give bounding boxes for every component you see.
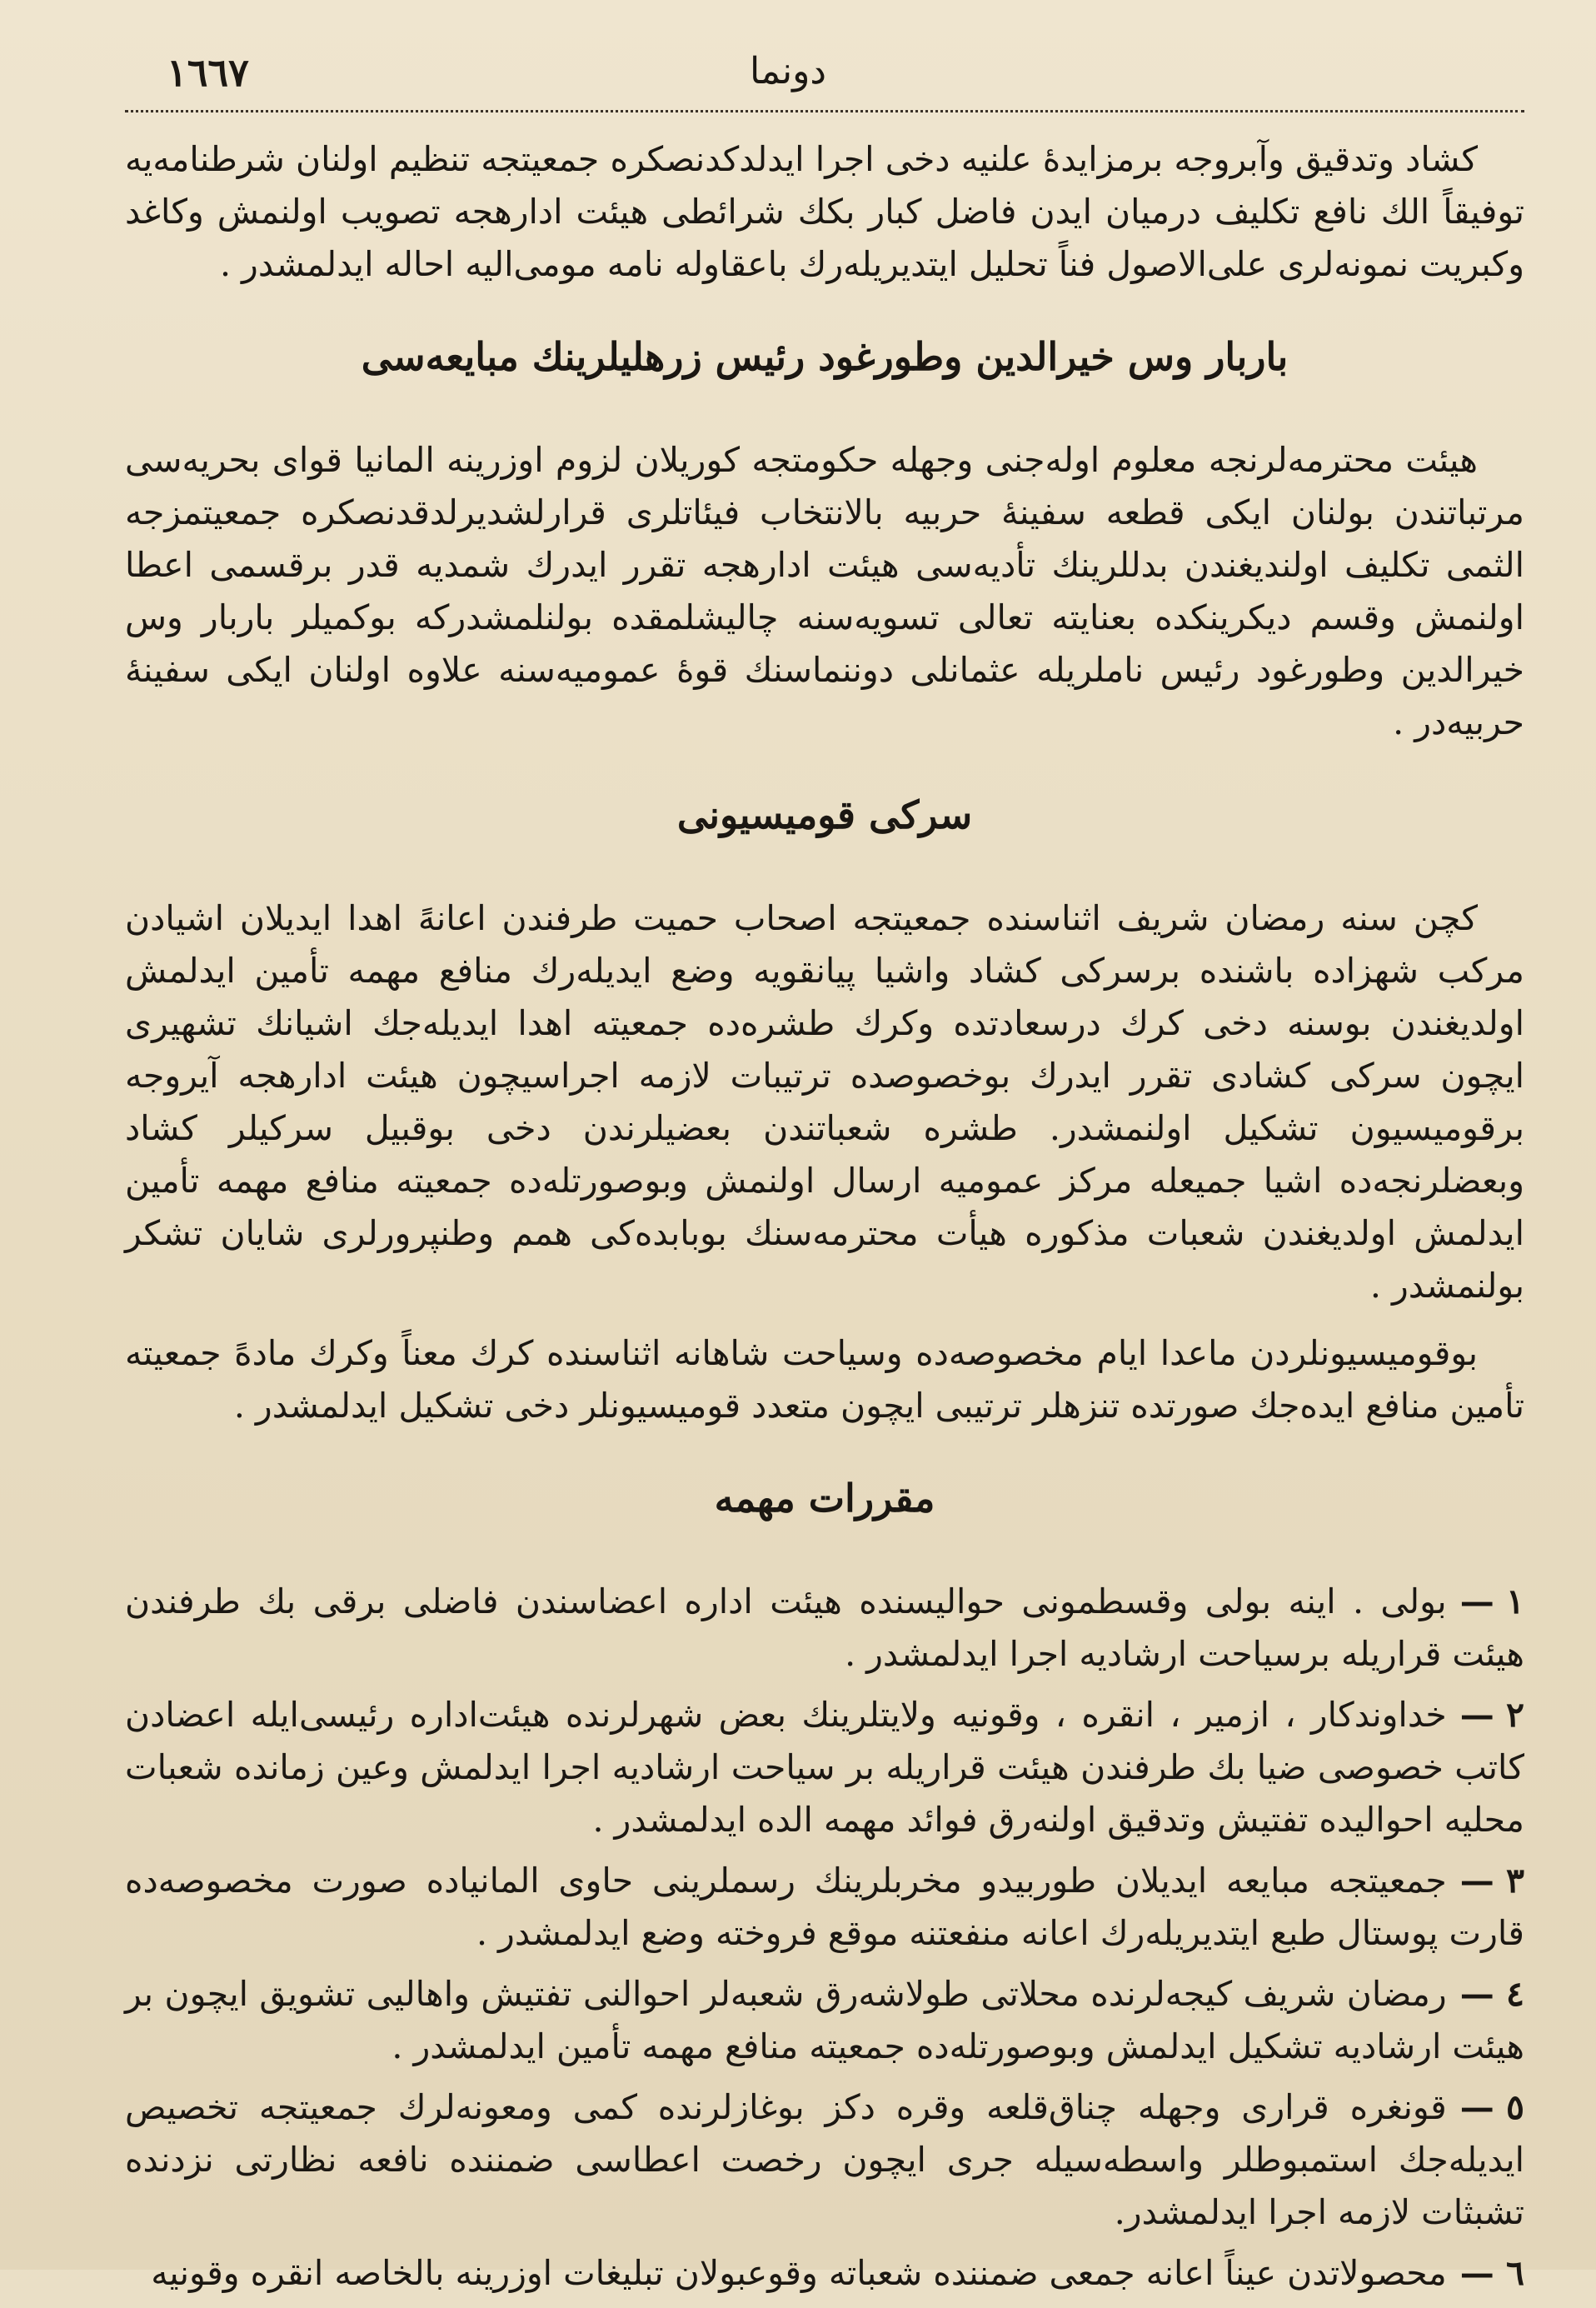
header-rule [125,110,1524,112]
item-text: بولى . اينه بولى وقسطمونى حواليسنده هيئت اداره اعضاسندن فاضلى برقى بك طرفندن هيئت قراريله برسياحت ارشاديه اجرا ايدلمشدر . [125,1581,1524,1674]
list-item [125,1689,1524,1846]
barbaros-paragraph: هيئت محترمه‌لرنجه معلوم اوله‌جنى وجهله حكومتجه كوريلان لزوم اوزرينه المانيا قواى بحريه‌سى مرتباتندن بولنان ايكى قطعه سفينهٔ حربيه بالانتخاب فيئاتلرى قرارلشديرلدقدنصكره جمعيتمزجه الثمى تكليف اولنديغندن بدللرينك تأديه‌سى هيئت ادارهجه تقرر ايدرك شمديه قدر برقسمى اعطا اولنمش وقسم ديكرينكده بعنايته تعالى تسويه‌سنه چاليشلمقده بولنلمشدركه بوكميلر باربار وس خيرالدين وطورغود رئيس ناملريله عثمانلى دوننماسنك قوهٔ عموميه‌سنه علاوه اولنان ايكى سفينهٔ حربيه‌در . [125,440,1524,742]
sergi-paragraph-1: كچن سنه رمضان شريف اثناسنده جمعيتجه اصحاب حميت طرفندن اعانهً اهدا ايديلان اشيادن مركب شهزاده باشنده برسركى كشاد واشيا پيانقويه وضع ايديله‌رك منافع مهمه تأمين ايدلمش اولديغندن بوسنه دخى كرك درسعادتده وكرك طشره‌ده جمعيته اهدا ايديله‌جك اشيانك تشهيرى ايچون سركى كشادى تقرر ايدرك بوخصوصده ترتيبات لازمه اجراسيچون هيئت ادارهجه آيروجه برقوميسيون تشكيل اولنمشدر. طشره شعباتندن بعضيلرندن دخى بوقبيل سركيلر كشاد وبعضلرنجه‌ده اشيا جميعله مركز عموميه ارسال اولنمش وبوصورتله‌ده جمعيته منافع مهمه تأمين ايدلمش اولديغندن شعبات مذكوره هيأت محترمه‌سنك بوبابده‌كى همم وطنپرورلرى شايان تشكر بولنمشدر . [125,898,1524,1306]
running-title: دونما [750,50,826,92]
page-body [125,133,1524,2308]
page-number: ١٦٦٧ [167,50,249,95]
item-text: خداوندكار ، ازمير ، انقره ، وقونيه ولايتلرينك بعض شهرلرنده هيئت‌اداره رئيسى‌ايله اعضادن كاتب خصوصى ضيا بك طرفندن هيئت قراريله بر سياحت ارشاديه اجرا ايدلمش وعين زمانده شعبات محليه احواليده تفتيش وتدقيق اولنه‌رق فوائد مهمه الده ايدلمشدر . [125,1695,1524,1840]
list-item [125,2081,1524,2239]
item-number: ٢ — [1459,1695,1524,1735]
item-number: ٦ — [1459,2253,1524,2293]
item-text: محصولاتدن عيناً اعانه جمعى ضمننده شعباته وقوعبولان تبليغات اوزرينه بالخاصه انقره وقونيه [151,2253,1447,2293]
list-item [125,1576,1524,1681]
sergi-paragraph-2: بوقوميسيونلردن ماعدا ايام مخصوصه‌ده وسياحت شاهانه اثناسنده كرك معناً وكرك مادهً جمعيته تأمين منافع ايده‌جك صورتده تنزهلر ترتيبى ايچون متعدد قوميسيونلر دخى تشكيل ايدلمشدر . [125,1333,1524,1426]
item-number: ٤ — [1459,1974,1524,2014]
heading-decisions: مقررات مهمه [714,1476,935,1521]
heading-sergi: سركى قوميسيونى [676,792,973,837]
heading-barbaros: باربار وس خيرالدين وطورغود رئيس زرهليلرينك مبايعه‌سى [361,334,1289,379]
decisions-list [125,1576,1524,2300]
item-text: قونغره قرارى وجهله چناق‌قلعه وقره دكز بوغازلرنده كمى ومعونه‌لرك جمعيتجه تخصيص ايديله‌جك استمبوطلر واسطه‌سيله جرى ايچون رخصت اعطاسى ضمننده نافعه نظارتى نزدنده تشبثات لازمه اجرا ايدلمشدر. [125,2087,1524,2232]
item-number: ١ — [1459,1581,1524,1621]
page-header [0,50,1596,108]
item-text: جمعيتجه مبايعه ايديلان طوربيدو مخربلرينك رسملرينى حاوى المانياده صورت مخصوصه‌ده قارت پوستال طبع ايتديريله‌رك اعانه منفعتنه موقع فروخته وضع ايدلمشدر . [125,1861,1524,1953]
intro-paragraph: كشاد وتدقيق وآبروجه برمزايدهٔ علنيه دخى اجرا ايدلدكدنصكره جمعيتجه تنظيم اولنان شرطنامه‌يه توفيقاً الك نافع تكليف درميان ايدن فاضل كبار بكك شرائطى هيئت ادارهجه تصويب اولنمش وكاغد وكبريت نمونه‌لرى على‌الاصول فناً تحليل ايتديريله‌رك باعقاوله نامه مومى‌اليه احاله ايدلمشدر . [125,139,1524,284]
list-item [125,1855,1524,1960]
list-item [125,1968,1524,2073]
item-number: ٥ — [1459,2087,1524,2127]
item-text: رمضان شريف كيجه‌لرنده محلاتى طولاشه‌رق شعبه‌لر احوالنى تفتيش واهاليى تشويق ايچون بر هيئت ارشاديه تشكيل ايدلمش وبوصورتله‌ده جمعيته منافع مهمه تأمين ايدلمشدر . [125,1974,1524,2066]
item-number: ٣ — [1459,1861,1524,1901]
list-item [125,2247,1524,2300]
